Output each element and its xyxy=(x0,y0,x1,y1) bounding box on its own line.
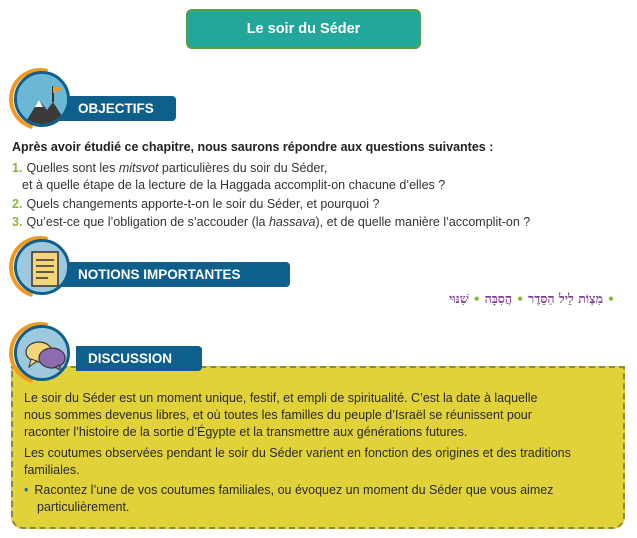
question-text: ), et de quelle manière l’accomplit-on ? xyxy=(315,215,531,229)
notions-label: NOTIONS IMPORTANTES xyxy=(54,262,284,287)
hebrew-term: שִׁנּוּי xyxy=(449,291,469,306)
question-number: 2. xyxy=(12,197,23,211)
discussion-prompt xyxy=(24,482,614,516)
chapter-title: Le soir du Séder xyxy=(186,9,421,49)
question-text: Quels changements apporte-t-on le soir du Séder, et pourquoi ? xyxy=(26,197,380,211)
bullet-dot: • xyxy=(607,291,615,306)
question-3 xyxy=(12,214,530,231)
objectives-intro: Après avoir étudié ce chapitre, nous saurons répondre aux questions suivantes : xyxy=(12,140,494,154)
text-line xyxy=(24,482,614,499)
objectives-label: OBJECTIFS xyxy=(54,96,170,121)
question-text: Quelles sont les xyxy=(26,161,119,175)
bullet-dot: • xyxy=(24,483,29,497)
prompt-text: Racontez l’une de vos coutumes familiales, ou évoquez un moment du Séder que vous aimez xyxy=(34,483,554,497)
question-italic: mitsvot xyxy=(118,161,159,175)
text-line: particulièrement. xyxy=(37,500,130,514)
question-text: Qu’est-ce que l’obligation de s’accouder (la xyxy=(26,215,269,229)
text-line: Les coutumes observées pendant le soir du Séder varient en fonction des origines et des traditions xyxy=(24,446,571,460)
discussion-label: DISCUSSION xyxy=(76,346,196,371)
hebrew-terms xyxy=(449,291,619,307)
question-italic: hassava xyxy=(268,215,316,229)
hebrew-term: מִצְוֹת לֵיל הַסֵּדֶר xyxy=(528,291,603,306)
discussion-paragraph-2 xyxy=(24,445,614,479)
speech-bubbles-icon xyxy=(14,325,70,381)
bullet-dot: • xyxy=(516,291,525,306)
question-text: particulières du soir du Séder, xyxy=(158,161,328,175)
question-number: 1. xyxy=(12,161,23,175)
question-continuation: et à quelle étape de la lecture de la Haggada accomplit-on chacune d’elles ? xyxy=(22,178,446,192)
mountain-flag-icon xyxy=(14,71,70,127)
hebrew-term: הֲסִבָּה xyxy=(484,291,513,306)
document-icon xyxy=(14,239,70,295)
question-number: 3. xyxy=(12,215,23,229)
text-line: nous sommes devenus libres, et où toutes les familles du peuple d’Israël se réunissent pour xyxy=(24,408,532,422)
text-line: raconter l’histoire de la sortie d’Égypte et la transmettre aux générations futures. xyxy=(24,425,468,439)
bullet-dot: • xyxy=(472,291,481,306)
question-1 xyxy=(12,160,445,194)
discussion-paragraph-1 xyxy=(24,390,614,441)
text-line: Le soir du Séder est un moment unique, festif, et empli de spiritualité. C’est la date à laquelle xyxy=(24,391,538,405)
question-2 xyxy=(12,196,379,213)
text-line: familiales. xyxy=(24,463,80,477)
